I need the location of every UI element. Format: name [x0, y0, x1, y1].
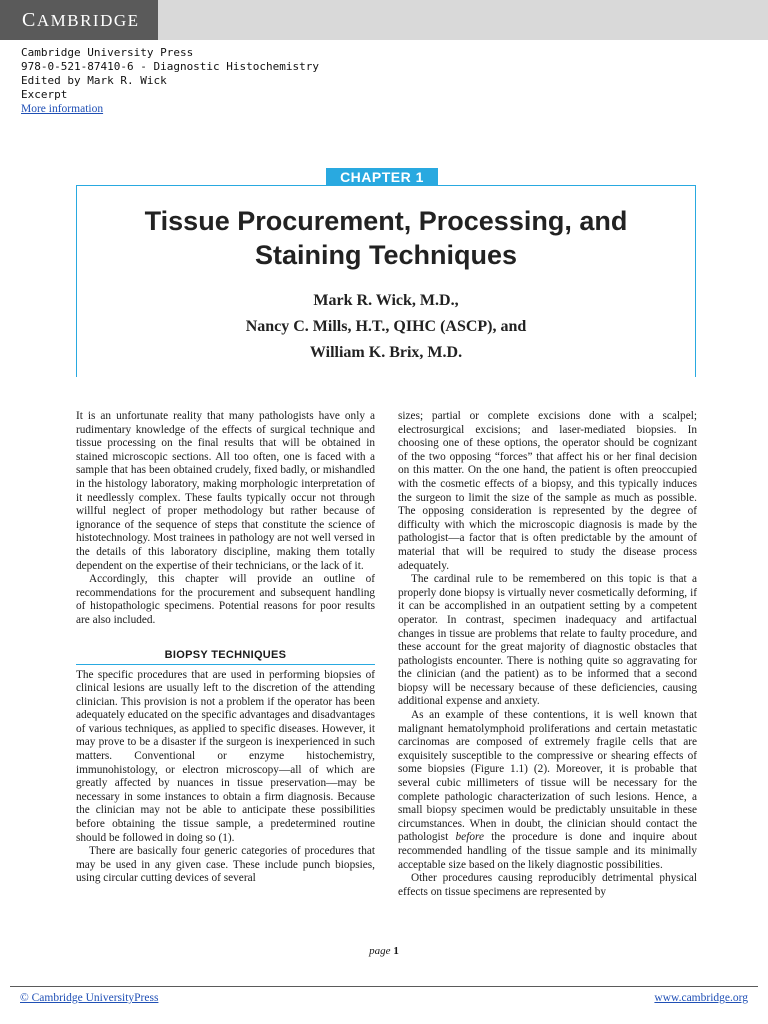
paragraph	[398, 709, 697, 872]
chapter-authors	[80, 288, 692, 366]
excerpt-line: Excerpt	[21, 88, 68, 101]
page-num: 1	[393, 945, 399, 957]
body-column-right	[398, 410, 697, 899]
paragraph: Accordingly, this chapter will provide an outline of recommendations for the procurement and subsequent handling of histopathologic specimens. Potential reasons for poor results are also included.	[76, 573, 375, 626]
publisher-line: Cambridge University Press	[21, 46, 194, 59]
paragraph: The cardinal rule to be remembered on this topic is that a properly done biopsy is virtually never cosmetically deforming, if it can be accomplished in an outpatient setting by a competent operator. In contrast, specimen inadequacy and artifactual changes in tissue are problems that relate to faulty procedure, and these account for the great majority of diagnostic obstacles that pathologists encounter. There is nothing quite so aggravating for the clinician (and the patient) as to be informed that a second biopsy will be necessary because of these deficiencies, causing additional expense and anxiety.	[398, 573, 697, 708]
paragraph-text: the procedure is done and inquire about recommended handling of the tissue sample and its minimally acceptable size based on the likely diagnostic possibilities.	[398, 831, 697, 871]
page-number	[0, 945, 768, 957]
paragraph: It is an unfortunate reality that many pathologists have only a rudimentary knowledge of the effects of surgical technique and tissue processing on the final results that will be obtained in stained microscopic sections. All too often, one is faced with a sample that has been obtained crudely, fixed badly, or mishandled in the histology laboratory, making morphologic interpretation of it needlessly complex. These faults typically occur not through willful neglect of proper methodology but rather because of ignorance of the sequence of steps that constitute the science of histotechnology. Most trainees in pathology are not well versed in the details of this laboratory discipline, making them totally dependent on the expertise of their technicians, or the lack of it.	[76, 410, 375, 572]
website-link[interactable]: www.cambridge.org	[654, 992, 748, 1004]
paragraph: Other procedures causing reproducibly detrimental physical effects on tissue specimens are represented by	[398, 872, 697, 898]
copyright-link[interactable]: © Cambridge UniversityPress	[20, 992, 159, 1004]
cambridge-logo[interactable]	[0, 0, 158, 40]
paragraph: There are basically four generic categories of procedures that may be used in any given case. These include punch biopsies, using circular cutting devices of several	[76, 845, 375, 885]
isbn-title-line: 978-0-521-87410-6 - Diagnostic Histochemistry	[21, 60, 320, 73]
author-3: William K. Brix, M.D.	[309, 344, 463, 361]
chapter-title	[80, 204, 692, 272]
emphasis-text: before	[455, 831, 484, 844]
book-metadata	[21, 46, 421, 116]
paragraph: The specific procedures that are used in performing biopsies of clinical lesions are usually left to the discretion of the attending clinician. This provision is not a problem if the operator has been adequately educated on the specific advantages and disadvantages of various techniques, as applied to specific diseases. However, it may prove to be a disaster if the surgeon is inexperienced in such matters. Conventional or enzyme histochemistry, immunohistology, or electron microscopy—all of which are greatly affected by nuances in tissue preservation—may be necessary in some instances to obtain a firm diagnosis. Because the clinician may not be able to anticipate these possibilities before obtaining the tissue sample, a predetermined routine should be followed in doing so (1).	[76, 668, 375, 844]
paragraph: sizes; partial or complete excisions done with a scalpel; electrosurgical excisions; and laser-mediated biopsies. In choosing one of these options, the operator should be cognizant of the two opposing “forces” that affect his or her final decision on this matter. On the one hand, the patient is often preoccupied with the cosmetic effects of a biopsy, and this typically induces the surgeon to limit the size of the sample as much as possible. The opposing consideration is represented by the degree of difficulty with which the microscopic diagnosis is made by the pathologist—a factor that is often predictable by the amount of material that will be required to study the disease process adequately.	[398, 410, 697, 572]
logo-initial: C	[22, 9, 37, 31]
section-heading: BIOPSY TECHNIQUES	[76, 648, 375, 665]
author-2: Nancy C. Mills, H.T., QIHC (ASCP), and	[245, 318, 527, 335]
author-1: Mark R. Wick, M.D.,	[313, 292, 459, 309]
more-information-link[interactable]: More information	[21, 103, 104, 115]
chapter-title-line-1: Tissue Procurement, Processing, and	[144, 206, 628, 236]
paragraph-text: As an example of these contentions, it is well known that malignant hematolymphoid proliferations and certain metastatic carcinomas are composed of extremely fragile cells that are exquisitely susceptible to the compressive or shearing effects of some biopsies (Figure 1.1) (2). Moreover, it is probable that several cubic millimeters of tissue will be necessary for the complete pathologic characterization of such lesions. Hence, a small biopsy specimen would be predictably unsuitable in these circumstances. When in doubt, the clinician should contact the pathologist	[398, 709, 697, 844]
logo-rest: AMBRIDGE	[36, 11, 140, 30]
body-column-left	[76, 410, 375, 886]
editor-line: Edited by Mark R. Wick	[21, 74, 167, 87]
chapter-title-line-2: Staining Techniques	[254, 240, 518, 270]
page-word: page	[369, 945, 391, 957]
chapter-badge: CHAPTER 1	[326, 168, 438, 186]
footer-divider	[10, 986, 758, 987]
